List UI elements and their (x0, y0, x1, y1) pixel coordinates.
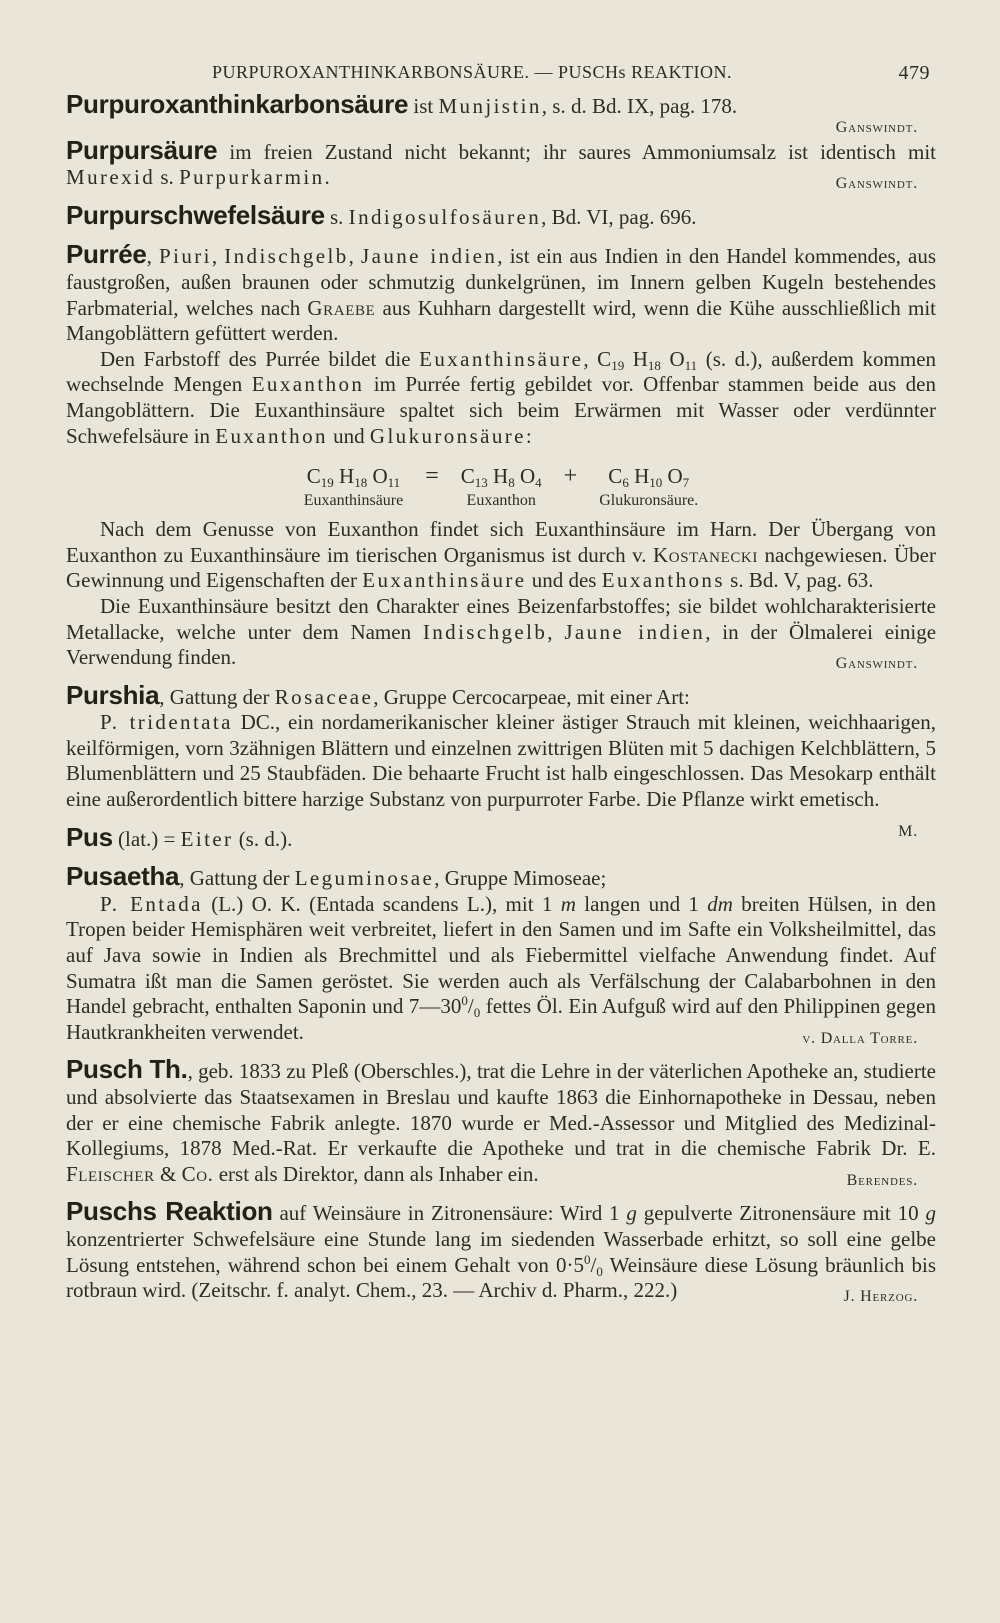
headword: Puschs Reaktion (66, 1196, 273, 1227)
entry-text: Pus (lat.) = Eiter (s. d.). (66, 821, 293, 852)
author-signature: Ganswindt. (835, 655, 918, 673)
entry-text: Purpuroxanthinkarbonsäure ist Munjistin, s. d. Bd. IX, pag. 178. (66, 89, 738, 119)
chemical-equation (66, 463, 936, 511)
entry-text: Purshia, Gattung der Rosaceae, Gruppe Cercocarpeae, mit einer Art: (66, 679, 690, 710)
equals-sign: = (425, 463, 439, 490)
entry-pusch (66, 1054, 936, 1189)
plus-sign: + (563, 463, 578, 490)
headword: Purshia (66, 679, 160, 710)
headword: Purrée (66, 239, 147, 270)
entry-paragraph: Nach dem Genusse von Euxanthon findet sich Euxanthinsäure im Harn. Der Übergang von Euxanthon zu Euxanthinsäure im tierischen Organismus ist durch v. Kostanecki nachgewiesen. Über Gewinnung und Eigenschaften der Euxanthinsäure und des Euxanthons s. Bd. V, pag. 63. (66, 517, 936, 593)
page-number: 479 (898, 62, 930, 84)
formula-term-glukuronsaeure: $C_6$ $H_{10}$ $O_7$ Glukuronsäure. (599, 464, 699, 510)
entry-text: Purrée, Piuri, Indischgelb, Jaune indien, ist ein aus Indien in den Handel kommendes, aus faustgroßen, außen braunen oder schmutzig dunkelgrünen, im Innern gelben Kugeln bestehendes Farbmaterial, welches nach Graebe aus Kuhharn dargestellt wird, wenn die Kühe ausschließlich mit Mangoblättern gefüttert werden. (66, 239, 937, 346)
entry-purree (66, 239, 937, 673)
entry-text: Pusch Th., geb. 1833 zu Pleß (Oberschles.), trat die Lehre in der väterlichen Apotheke an, studierte und absolvierte das Staatsexamen in Breslau und kaufte 1863 die Einhornapotheke in Dessau, neben der er eine chemische Fabrik anlegte. 1870 wurde er Med.-Assessor und Mitglied des Medizinal-Kollegiums, 1878 Med.-Rat. Er verkaufte die Apotheke und trat in die chemische Fabrik Dr. E. Fleischer & Co. erst als Direktor, dann als Inhaber ein. Berendes. (66, 1057, 936, 1187)
entry-purpuroxanthinkarbonsaeure (66, 89, 936, 138)
headword: Pus (66, 821, 113, 852)
headword: Purpuroxanthinkarbonsäure (66, 89, 409, 119)
entry-pus (66, 821, 936, 853)
headword: Pusch Th. (66, 1054, 188, 1085)
entry-purpurschwefelsaeure (66, 199, 936, 231)
formula-term-euxanthon: $C_{13}$ $H_8$ $O_4$ Euxanthon (460, 464, 542, 510)
entry-paragraph: Den Farbstoff des Purrée bildet die Euxanthinsäure, $C_{19}$ $H_{18}$ $O_{11}$ (s. d.), außerdem kommen wechselnde Mengen Euxanthon im Purrée fertig gebildet vor. Offenbar stammen beide aus den Mangoblättern. Die Euxanthinsäure spaltet sich beim Erwärmen mit Wasser oder verdünnter Schwefelsäure in Euxanthon und Glukuronsäure: (66, 346, 937, 448)
entry-purpursaeure (66, 134, 936, 193)
formula-term-euxanthinsaeure: $C_{19}$ $H_{18}$ $O_{11}$ Euxanthinsäure (303, 464, 404, 510)
headword: Purpursäure (66, 134, 218, 165)
headword: Pusaetha (66, 861, 180, 892)
running-title: PURPUROXANTHINKARBONSÄURE. — PUSCHs REAKTION. (212, 62, 733, 82)
entry-puschs-reaktion (66, 1196, 936, 1306)
entry-text: Purpurschwefelsäure s. Indigosulfosäuren, Bd. VI, pag. 696. (66, 199, 697, 230)
entry-text: Puschs Reaktion auf Weinsäure in Zitronensäure: Wird 1 g gepulverte Zitronensäure mit 10 g konzentrierter Schwefelsäure eine Stunde lang im siedenden Wasserbade erhitzt, so soll eine gelbe Lösung entstehen, während schon bei einem Gehalt von $0\cdot 5^0/_0$ Weinsäure diese Lösung bräunlich bis rotbraun wird. (Zeitschr. f. analyt. Chem., 23. — Archiv d. Pharm., 222.) J. Herzog. (66, 1199, 936, 1303)
author-signature: Ganswindt. (835, 175, 918, 193)
headword: Purpurschwefelsäure (66, 199, 325, 230)
running-head (66, 58, 936, 92)
entry-pusaetha (66, 861, 937, 1047)
entry-text: Purpursäure im freien Zustand nicht bekannt; ihr saures Ammoniumsalz ist identisch mit Murexid s. Purpurkarmin. Ganswindt. (66, 138, 936, 191)
author-signature: Ganswindt. (835, 118, 918, 136)
entry-paragraph: P. Entada (L.) O. K. (Entada scandens L.), mit 1 m langen und 1 dm breiten Hülsen, in den Tropen beider Hemisphären weit verbreitet, liefert in den Samen und im Safte ein Volksheilmittel, das auf Java sowie in Indien als Brechmittel und als Fiebermittel vielfache Anwendung findet. Auf Sumatra ißt man die Samen geröstet. Sie werden auch als Verfälschung der Calabarbohnen in den Handel gebracht, enthalten Saponin und $7—30^0/_0$ fettes Öl. Ein Aufguß wird auf den Philippinen gegen Hautkrankheiten verwendet. v. Dalla Torre. (66, 892, 936, 1046)
entry-paragraph: Die Euxanthinsäure besitzt den Charakter eines Beizenfarbstoffes; sie bildet wohlcharakterisierte Metallacke, welche unter dem Namen Indischgelb, Jaune indien, in der Ölmalerei einige Verwendung finden. Ganswindt. (66, 594, 936, 671)
author-signature: J. Herzog. (843, 1288, 918, 1306)
entry-paragraph: P. tridentata DC., ein nordamerikanischer kleiner ästiger Strauch mit kleinen, weichhaarigen, keilförmigen, vorn 3zähnigen Blättern und einzelnen zwittrigen Blüten mit 5 dachigen Kelchblättern, 5 Blumenblättern und 25 Staubfäden. Die behaarte Frucht ist halb eingeschlossen. Das Mesokarp enthält eine außerordentlich bittere harzige Substanz von purpurroter Farbe. Die Pflanze wirkt emetisch. M. (66, 710, 936, 812)
author-signature: Berendes. (846, 1171, 918, 1189)
author-signature: v. Dalla Torre. (802, 1029, 918, 1047)
author-signature: M. (898, 822, 918, 840)
entry-text: Pusaetha, Gattung der Leguminosae, Gruppe Mimoseae; (66, 861, 607, 892)
